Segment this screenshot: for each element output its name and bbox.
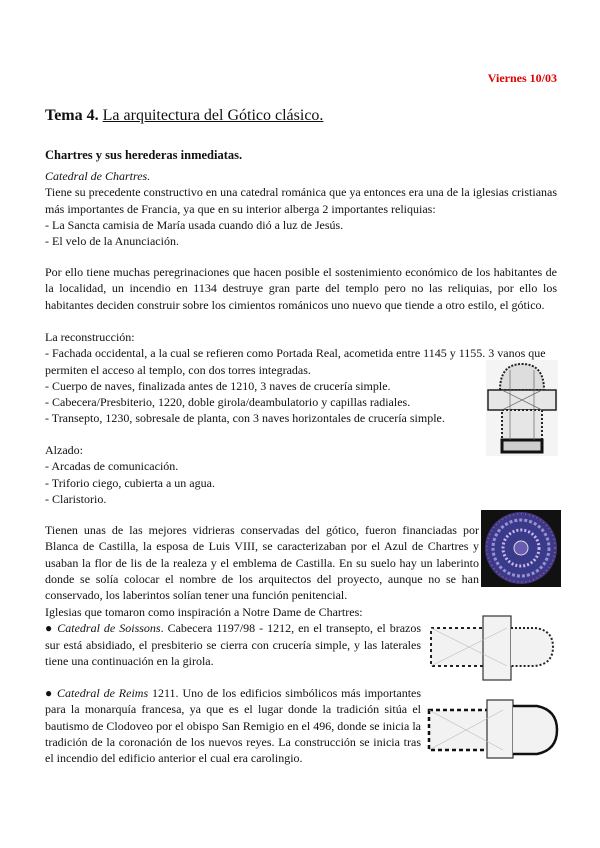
- relic-item: - El velo de la Anunciación.: [45, 234, 179, 249]
- rose-window-image: [481, 510, 561, 587]
- inspired-label: Iglesias que tomaron como inspiración a Notre Dame de Chartres:: [45, 605, 363, 619]
- windows-paragraph: Tienen unas de las mejores vidrieras conservadas del gótico, fueron financiadas por Blanca de Castilla, la esposa de Luis VIII, se caracterizaban por el Azul de Chartres y usaban la flor de lis de la realeza y el emblema de Castilla. En su suelo hay un laberinto donde se solía colocar el nombre de los arquitectos del proyecto, aunque no se han conservado, los laberintos solían tener una función penitencial.: [45, 523, 479, 603]
- reconstruction-item: - Cabecera/Presbiterio, 1220, doble girola/deambulatorio y capillas radiales.: [45, 395, 411, 410]
- soissons-item: [45, 620, 421, 669]
- reconstruction-label: La reconstrucción:: [45, 330, 135, 344]
- reconstruction-item: - Fachada occidental, a la cual se refieren como Portada Real, acometida entre 1145 y 1155. 3 vanos que permiten el acceso al templo, con dos torres integradas.: [45, 346, 546, 377]
- reconstruction-item: - Cuerpo de naves, finalizada antes de 1210, 3 naves de crucería simple.: [45, 378, 391, 393]
- chartres-intro: [45, 168, 557, 249]
- chartres-subtitle: Catedral de Chartres.: [45, 169, 151, 183]
- page-title: [45, 108, 323, 124]
- reims-text: 1211. Uno de los edificios simbólicos más importantes para la monarquía francesa, ya que es el lugar donde la tradición sitúa el bautismo de Clodoveo por el obispo San Remigio en el 496, donde se inicia la tradición de la coronación de los nuevos reyes. La construcción se inicia tras el incendio del edificio anterior el cual era carolingio.: [45, 686, 422, 766]
- reims-floor-plan-image: [425, 696, 561, 762]
- title-prefix: Tema 4.: [45, 107, 99, 124]
- chartres-floor-plan-image: [486, 360, 558, 456]
- date-label: Viernes 10/03: [487, 71, 557, 85]
- bullet: ●: [45, 686, 54, 700]
- soissons-floor-plan-image: [425, 612, 557, 684]
- reims-item: [45, 685, 421, 766]
- reims-name: Catedral de Reims: [57, 686, 149, 700]
- reconstruction-item: - Transepto, 1230, sobresale de planta, con 3 naves horizontales de crucería simple.: [45, 411, 445, 426]
- elevation-list: [45, 442, 465, 507]
- relic-item: - La Sancta camisia de María usada cuando dió a luz de Jesús.: [45, 217, 344, 232]
- section-heading: Chartres y sus herederas inmediatas.: [45, 148, 243, 162]
- elevation-label: Alzado:: [45, 443, 83, 457]
- soissons-text: . Cabecera 1197/98 - 1212, en el transepto, el brazos sur está absidiado, el presbiterio se cierra con crucería simple, y las laterales tiene una continuación en la girola.: [45, 621, 422, 668]
- title-text: La arquitectura del Gótico clásico.: [102, 107, 324, 124]
- history-paragraph: Por ello tiene muchas peregrinaciones que hacen posible el sostenimiento económico de los habitantes de la localidad, un incendio en 1134 destruye gran parte del templo pero no las reliquias, por ello los habitantes deciden construir sobre los cimientos románicos uno nuevo que tiende a otro estilo, el gótico.: [45, 265, 557, 312]
- elevation-item: - Claristorio.: [45, 491, 107, 506]
- elevation-item: - Triforio ciego, cubierta a un agua.: [45, 475, 215, 490]
- reconstruction-list: [45, 329, 557, 427]
- chartres-intro-text: Tiene su precedente constructivo en una catedral románica que ya entonces era una de la iglesias cristianas más importantes de Francia, ya que en su interior alberga 2 importantes reliquias:: [45, 185, 558, 216]
- soissons-name: Catedral de Soissons: [57, 621, 161, 636]
- bullet: ●: [45, 621, 54, 636]
- inspired-section: [45, 604, 421, 669]
- elevation-item: - Arcadas de comunicación.: [45, 459, 179, 474]
